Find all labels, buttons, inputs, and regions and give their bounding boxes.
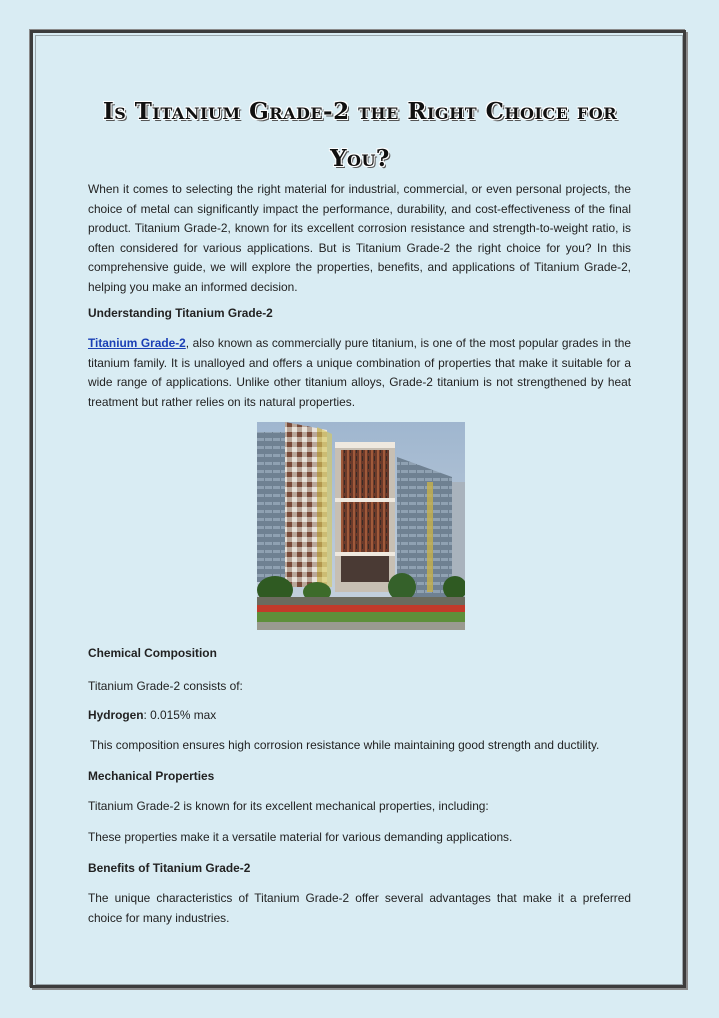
section-heading-mechanical: Mechanical Properties xyxy=(88,769,215,783)
intro-paragraph: When it comes to selecting the right material for industrial, commercial, or even personal projects, the choice of metal can significantly impact the performance, durability, and cost-effectiveness of the final product. Titanium Grade-2, known for its excellent corrosion resistance and strength-to-weight ratio, is often considered for various applications. But is Titanium Grade-2 the right choice for you? In this comprehensive guide, we will explore the properties, benefits, and applications of Titanium Grade-2, helping you make an informed decision. xyxy=(88,182,631,294)
section-heading-chemical: Chemical Composition xyxy=(88,646,217,660)
consists-text: Titanium Grade-2 consists of: xyxy=(88,679,243,693)
versatile-text: These properties make it a versatile material for various demanding applications. xyxy=(88,830,513,844)
grade2-paragraph-text: , also known as commercially pure titanium, is one of the most popular grades in the titanium family. It is unalloyed and offers a unique combination of properties that make it suitable for a wide range of applications. Unlike other titanium alloys, Grade-2 titanium is not strengthened by heat treatment but rather relies on its natural properties. xyxy=(88,336,631,409)
titanium-grade2-link[interactable]: Titanium Grade-2 xyxy=(88,336,186,350)
grade2-paragraph xyxy=(88,334,631,412)
benefits-paragraph: The unique characteristics of Titanium Grade-2 offer several advantages that make it a preferred choice for many industries. xyxy=(88,891,631,925)
section-heading-understanding: Understanding Titanium Grade-2 xyxy=(88,306,273,320)
hydrogen-line xyxy=(88,706,216,726)
hydrogen-value: : 0.015% max xyxy=(143,708,217,722)
hydrogen-label: Hydrogen xyxy=(88,708,144,722)
building-photo xyxy=(257,422,465,630)
mechanical-intro-text: Titanium Grade-2 is known for its excellent mechanical properties, including: xyxy=(88,799,489,813)
section-heading-benefits: Benefits of Titanium Grade-2 xyxy=(88,861,251,875)
composition-text: This composition ensures high corrosion resistance while maintaining good strength and ductility. xyxy=(90,738,600,752)
document-title: Is Titanium Grade-2 the Right Choice for You? xyxy=(102,98,618,172)
